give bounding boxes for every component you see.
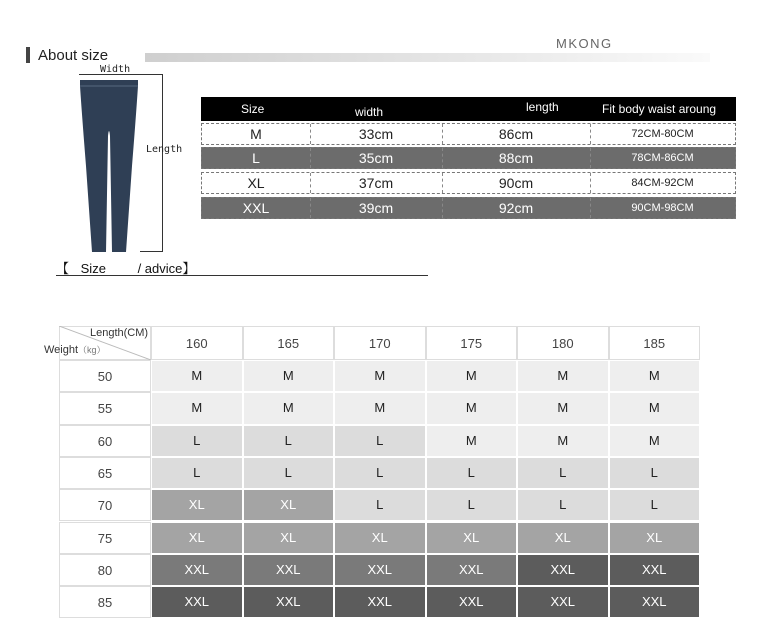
pants-illustration (74, 76, 146, 256)
size-recommendation-cell: L (335, 490, 425, 520)
size-recommendation-cell: M (610, 393, 700, 423)
size-recommendation-cell: M (518, 393, 608, 423)
size-recommendation-cell: M (518, 426, 608, 456)
size-table-row (201, 197, 736, 219)
size-cell-waist: 72CM-80CM (631, 128, 694, 140)
length-measure-line (162, 74, 163, 252)
size-recommendation-cell: M (427, 393, 517, 423)
size-recommendation-cell: XXL (244, 587, 334, 617)
size-table-header (201, 97, 736, 121)
size-recommendation-cell: XL (152, 490, 242, 520)
size-table-row (201, 123, 736, 145)
weight-header-cell: 65 (59, 457, 151, 489)
header-width: width (355, 105, 384, 119)
size-table-row (201, 172, 736, 194)
weight-header-cell: 85 (59, 586, 151, 618)
size-recommendation-cell: M (427, 426, 517, 456)
size-recommendation-cell: L (610, 490, 700, 520)
size-recommendation-cell: XL (335, 523, 425, 553)
size-cell-waist: 90CM-98CM (631, 202, 694, 214)
size-cell-size: XL (247, 175, 265, 191)
corner-length-label: Length(CM) (90, 327, 149, 339)
size-recommendation-cell: XXL (610, 555, 700, 585)
size-recommendation-cell: XXL (427, 587, 517, 617)
size-recommendation-cell: XXL (518, 587, 608, 617)
size-recommendation-cell: XL (518, 523, 608, 553)
size-recommendation-cell: M (152, 361, 242, 391)
advice-underline (56, 275, 428, 276)
size-recommendation-cell: M (152, 393, 242, 423)
size-recommendation-cell: L (244, 458, 334, 488)
width-label: Width (100, 64, 131, 75)
size-recommendation-cell: XL (427, 523, 517, 553)
size-recommendation-cell: L (518, 458, 608, 488)
page-title: About size (38, 47, 109, 64)
size-recommendation-cell: L (518, 490, 608, 520)
size-table-row (201, 147, 736, 169)
size-cell-length: 90cm (498, 175, 534, 191)
size-recommendation-cell: M (244, 393, 334, 423)
length-cap-bottom (140, 251, 162, 252)
size-recommendation-cell: L (427, 458, 517, 488)
size-recommendation-cell: M (335, 393, 425, 423)
size-cell-width: 39cm (358, 200, 394, 216)
weight-header-cell: 50 (59, 360, 151, 392)
size-cell-width: 35cm (358, 150, 394, 166)
corner-weight-label (44, 343, 106, 356)
size-recommendation-cell: M (518, 361, 608, 391)
length-header-cell: 165 (243, 326, 335, 360)
size-cell-size: M (250, 126, 262, 142)
size-recommendation-cell: XXL (335, 587, 425, 617)
advice-size-word: Size (80, 261, 106, 276)
length-header-cell: 180 (517, 326, 609, 360)
header-size: Size (241, 102, 265, 116)
length-header-cell: 160 (151, 326, 243, 360)
size-recommendation-cell: XL (610, 523, 700, 553)
size-recommendation-cell: XXL (244, 555, 334, 585)
size-recommendation-cell: L (152, 458, 242, 488)
weight-header-cell: 80 (59, 554, 151, 586)
size-cell-waist: 84CM-92CM (631, 177, 694, 189)
size-cell-width: 33cm (358, 126, 394, 142)
title-accent-bar (26, 47, 30, 63)
size-recommendation-cell: M (244, 361, 334, 391)
size-recommendation-cell: XXL (152, 555, 242, 585)
length-label: Length (146, 144, 183, 155)
size-recommendation-cell: L (335, 458, 425, 488)
size-cell-size: L (252, 150, 260, 166)
size-recommendation-cell: XL (244, 523, 334, 553)
length-header-cell: 170 (334, 326, 426, 360)
weight-header-cell: 60 (59, 425, 151, 457)
size-recommendation-cell: L (335, 426, 425, 456)
size-recommendation-cell: M (427, 361, 517, 391)
size-recommendation-cell: M (610, 426, 700, 456)
header-waist: Fit body waist aroung (602, 102, 717, 116)
corner-weight-word: Weight (44, 344, 79, 356)
length-header-cell: 175 (426, 326, 518, 360)
header-length: length (526, 100, 559, 114)
width-measure-line (79, 74, 141, 75)
size-recommendation-cell: XL (244, 490, 334, 520)
size-recommendation-cell: L (427, 490, 517, 520)
size-cell-waist: 78CM-86CM (631, 152, 694, 164)
corner-weight-unit: （kg） (78, 345, 106, 355)
length-cap-top (140, 74, 162, 75)
size-recommendation-cell: L (152, 426, 242, 456)
size-recommendation-cell: XXL (427, 555, 517, 585)
size-recommendation-cell: XXL (610, 587, 700, 617)
weight-header-cell: 55 (59, 392, 151, 424)
size-recommendation-cell: M (610, 361, 700, 391)
advice-word: / advice】 (137, 261, 196, 276)
header-gradient-bar (145, 53, 710, 62)
weight-header-cell: 70 (59, 489, 151, 521)
size-cell-width: 37cm (358, 175, 394, 191)
size-recommendation-cell: XXL (335, 555, 425, 585)
size-cell-length: 88cm (498, 150, 534, 166)
brand-name: MKONG (556, 36, 613, 51)
size-cell-length: 92cm (498, 200, 534, 216)
size-cell-size: XXL (242, 200, 270, 216)
advice-bracket: 【 (56, 261, 70, 276)
size-recommendation-cell: XXL (152, 587, 242, 617)
size-recommendation-cell: XXL (518, 555, 608, 585)
size-recommendation-cell: M (335, 361, 425, 391)
length-header-cell: 185 (609, 326, 701, 360)
size-recommendation-cell: XL (152, 523, 242, 553)
size-recommendation-cell: L (610, 458, 700, 488)
weight-header-cell: 75 (59, 522, 151, 554)
size-recommendation-cell: L (244, 426, 334, 456)
size-cell-length: 86cm (498, 126, 534, 142)
